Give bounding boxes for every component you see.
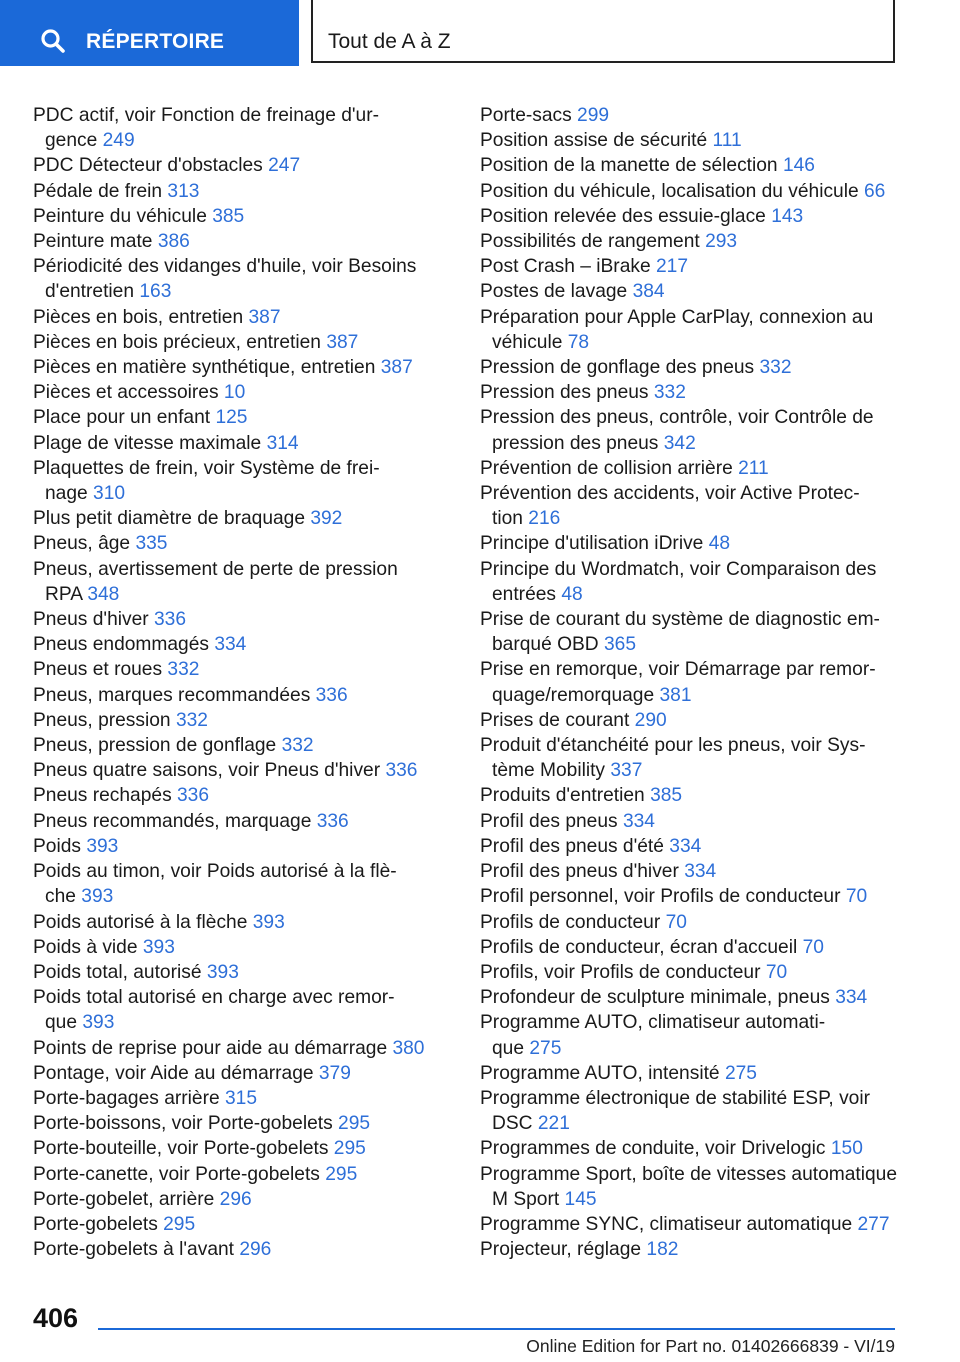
index-entry-text: Pièces en matière synthétique, entretien <box>33 357 376 379</box>
index-entry-text: Préparation pour Apple CarPlay, connexion au <box>480 306 874 328</box>
page-link[interactable]: 66 <box>864 180 886 202</box>
page-link[interactable]: 332 <box>281 735 314 757</box>
index-entry-text: Pièces en bois, entretien <box>33 306 244 328</box>
index-entry-text: Peinture du véhicule <box>33 205 207 227</box>
page-link[interactable]: 295 <box>325 1163 358 1185</box>
page-link[interactable]: 275 <box>529 1037 562 1059</box>
index-entry <box>480 456 910 481</box>
page-link[interactable]: 334 <box>684 861 717 883</box>
index-entry <box>33 632 433 657</box>
index-entry <box>480 708 910 733</box>
page-link[interactable]: 295 <box>338 1113 371 1135</box>
page-link[interactable]: 296 <box>239 1239 272 1261</box>
index-entry <box>33 935 433 960</box>
index-entry <box>33 1086 433 1111</box>
index-entry <box>480 1162 910 1212</box>
index-entry-text-continued: gence <box>45 130 98 152</box>
index-entry-text-continued: DSC <box>492 1113 533 1135</box>
page-link[interactable]: 48 <box>708 533 731 555</box>
index-entry <box>33 657 433 682</box>
index-entry-text: Porte-bagages arrière <box>33 1087 220 1109</box>
index-entry <box>33 1111 433 1136</box>
index-entry <box>480 1212 910 1237</box>
index-entry-text-continued: véhicule <box>492 331 563 353</box>
index-entry-text: Profils de conducteur <box>480 911 661 933</box>
index-entry <box>480 128 910 153</box>
index-entry-text: Position relevée des essuie-glace <box>480 205 766 227</box>
index-entry <box>33 380 433 405</box>
page-link[interactable]: 296 <box>219 1188 252 1210</box>
index-entry-text: Profil personnel, voir Profils de conducteur <box>480 886 841 908</box>
index-entry <box>33 1212 433 1237</box>
index-entry-text: Porte-gobelet, arrière <box>33 1188 215 1210</box>
index-entry <box>33 153 433 178</box>
page-link[interactable]: 379 <box>318 1062 351 1084</box>
page-link[interactable]: 334 <box>669 835 702 857</box>
index-entry-text: Plaquettes de frein, voir Système de frei- <box>33 457 380 479</box>
index-entry <box>33 1136 433 1161</box>
page-link[interactable]: 381 <box>659 684 692 706</box>
page-link[interactable]: 247 <box>268 155 301 177</box>
index-entry-text: Programme AUTO, climatiseur automati- <box>480 1012 826 1034</box>
index-entry <box>480 935 910 960</box>
page-link[interactable]: 290 <box>634 709 667 731</box>
index-entry-text: PDC Détecteur d'obstacles <box>33 155 263 177</box>
index-entry-text: Principe d'utilisation iDrive <box>480 533 704 555</box>
index-entry-text: Poids à vide <box>33 936 138 958</box>
page-number: 406 <box>33 1303 79 1333</box>
index-entry-text: Programme électronique de stabilité ESP, voir <box>480 1087 870 1109</box>
index-entry-text: Prévention des accidents, voir Active Protec- <box>480 483 860 505</box>
index-entry-text: Principe du Wordmatch, voir Comparaison des <box>480 558 877 580</box>
index-entry <box>480 910 910 935</box>
index-entry <box>480 657 910 707</box>
index-entry-text-continued: che <box>45 886 76 908</box>
index-entry <box>33 431 433 456</box>
page-link[interactable]: 70 <box>802 936 824 958</box>
index-entry <box>33 960 433 985</box>
tab-a-to-z-label: Tout de A à Z <box>328 30 451 53</box>
index-entry-text-continued: RPA <box>45 583 82 605</box>
index-entry <box>33 758 433 783</box>
page-link[interactable]: 70 <box>845 886 868 908</box>
index-entry <box>33 330 433 355</box>
page-link[interactable]: 393 <box>86 835 119 857</box>
index-entry <box>33 783 433 808</box>
index-entry-text: Profil des pneus <box>480 810 618 832</box>
page-link[interactable]: 385 <box>212 205 245 227</box>
index-entry-text: Programme Sport, boîte de vitesses automatique <box>480 1163 898 1185</box>
index-entry-text: Périodicité des vidanges d'huile, voir Besoins <box>33 256 417 278</box>
index-entry <box>33 708 433 733</box>
index-entry-text-continued: M Sport <box>492 1188 560 1210</box>
index-entry-text: Poids total, autorisé <box>33 961 202 983</box>
index-entry-text: Profil des pneus d'été <box>480 835 664 857</box>
index-entry <box>33 229 433 254</box>
index-entry <box>480 1136 910 1161</box>
index-entry-text: Programme SYNC, climatiseur automatique <box>480 1213 853 1235</box>
index-entry-text: Pression des pneus, contrôle, voir Contrôle de <box>480 407 874 429</box>
index-entry <box>33 355 433 380</box>
page-link[interactable]: 387 <box>248 306 281 328</box>
index-entry-text: Profils de conducteur, écran d'accueil <box>480 936 798 958</box>
page-link[interactable]: 125 <box>215 407 248 429</box>
page-link[interactable]: 365 <box>604 634 637 656</box>
index-entry-text: Porte-sacs <box>480 105 572 126</box>
page-link[interactable]: 299 <box>577 105 610 126</box>
index-entry-text: Pneus et roues <box>33 659 163 681</box>
index-entry-text: Prises de courant <box>480 709 630 731</box>
page-link[interactable]: 293 <box>705 231 738 253</box>
index-entry-text: Pneus, pression <box>33 709 171 731</box>
index-entry-text-continued: que <box>492 1037 525 1059</box>
index-entry <box>480 305 910 355</box>
page-link[interactable]: 313 <box>167 180 200 202</box>
index-entry-text-continued: que <box>45 1012 78 1034</box>
index-entry-text: Projecteur, réglage <box>480 1239 642 1261</box>
page-link[interactable]: 143 <box>771 205 804 227</box>
page-link[interactable]: 342 <box>663 432 696 454</box>
page-link[interactable]: 78 <box>567 331 590 353</box>
index-entry <box>480 884 910 909</box>
index-entry-text-continued: pression des pneus <box>492 432 659 454</box>
index-entry <box>33 607 433 632</box>
index-header <box>0 0 960 66</box>
index-entry-text-continued: entrées <box>492 583 556 605</box>
page-link[interactable]: 393 <box>82 1012 115 1034</box>
index-entry-text-continued: nage <box>45 483 88 505</box>
index-entry-text-continued: quage/remorquage <box>492 684 655 706</box>
page-link[interactable]: 384 <box>632 281 665 303</box>
index-entry-text: Position assise de sécurité <box>480 130 708 152</box>
footer-edition-text: Online Edition for Part no. 01402666839 - VI/19 <box>526 1336 895 1356</box>
page-link[interactable]: 336 <box>385 760 418 782</box>
index-entry <box>480 229 910 254</box>
index-entry <box>480 1237 910 1262</box>
index-entry <box>33 557 433 607</box>
index-entry-text: Postes de lavage <box>480 281 628 303</box>
page-link[interactable]: 145 <box>564 1188 597 1210</box>
index-entry <box>33 1237 433 1262</box>
index-entry <box>480 254 910 279</box>
index-entry <box>480 1086 910 1136</box>
index-entry-text: Pneus d'hiver <box>33 609 149 631</box>
index-entry-text: Pneus recommandés, marquage <box>33 810 312 832</box>
index-entry <box>480 380 910 405</box>
page-link[interactable]: 334 <box>214 634 247 656</box>
page-link[interactable]: 310 <box>93 483 126 505</box>
page-link[interactable]: 348 <box>87 583 120 605</box>
index-entry-text: Pneus, marques recommandées <box>33 684 311 706</box>
page-link[interactable]: 315 <box>225 1087 258 1109</box>
index-entry <box>33 834 433 859</box>
index-entry <box>33 405 433 430</box>
index-entry-text: Pression de gonflage des pneus <box>480 357 755 379</box>
index-entry-text: Prise de courant du système de diagnostic em- <box>480 609 880 631</box>
index-entry-text: Poids <box>33 835 81 857</box>
index-entry <box>33 103 433 153</box>
index-entry-text: Profil des pneus d'hiver <box>480 861 679 883</box>
index-entry <box>480 557 910 607</box>
index-entry-text: Pneus rechapés <box>33 785 172 807</box>
page-link[interactable]: 334 <box>622 810 655 832</box>
page-link[interactable]: 216 <box>528 508 561 530</box>
page-link[interactable]: 335 <box>135 533 168 555</box>
index-entry-text: Poids au timon, voir Poids autorisé à la flè- <box>33 861 397 883</box>
index-entry-text-continued: d'entretien <box>45 281 135 303</box>
index-entry <box>33 809 433 834</box>
page-link[interactable]: 295 <box>333 1138 366 1160</box>
page-link[interactable]: 393 <box>206 961 239 983</box>
index-entry <box>480 355 910 380</box>
tab-repertoire[interactable] <box>0 0 299 66</box>
search-icon <box>40 28 66 54</box>
index-entry <box>33 179 433 204</box>
index-entry-text: Position du véhicule, localisation du véhicule <box>480 180 859 202</box>
index-entry-text: Programme AUTO, intensité <box>480 1062 720 1084</box>
index-column-left <box>33 103 433 1262</box>
page-link[interactable]: 385 <box>650 785 683 807</box>
index-entry-text: Porte-gobelets à l'avant <box>33 1239 234 1261</box>
index-entry <box>33 733 433 758</box>
index-entry <box>480 279 910 304</box>
tab-a-to-z[interactable] <box>311 0 895 63</box>
page-link[interactable]: 393 <box>142 936 175 958</box>
index-entry-text: Porte-gobelets <box>33 1213 158 1235</box>
index-entry <box>33 506 433 531</box>
index-entry-text: Poids autorisé à la flèche <box>33 911 248 933</box>
page-link[interactable]: 217 <box>655 256 688 278</box>
page-link[interactable]: 393 <box>81 886 114 908</box>
index-entry-text: Points de reprise pour aide au démarrage <box>33 1037 388 1059</box>
index-entry-text: Prévention de collision arrière <box>480 457 733 479</box>
page-link[interactable]: 386 <box>157 231 190 253</box>
index-entry-text: Pneus, âge <box>33 533 131 555</box>
index-entry <box>480 405 910 455</box>
page-link[interactable]: 10 <box>223 382 246 404</box>
index-entry-text: Peinture mate <box>33 231 153 253</box>
index-entry-text: PDC actif, voir Fonction de freinage d'ur- <box>33 105 379 126</box>
page-link[interactable]: 275 <box>724 1062 757 1084</box>
index-entry-text: Porte-boissons, voir Porte-gobelets <box>33 1113 333 1135</box>
index-entry-text: Pièces et accessoires <box>33 382 219 404</box>
index-entry-text-continued: barqué OBD <box>492 634 599 656</box>
page-link[interactable]: 336 <box>154 609 187 631</box>
page-link[interactable]: 336 <box>177 785 210 807</box>
index-entry <box>33 254 433 304</box>
index-entry-text: Post Crash – iBrake <box>480 256 651 278</box>
page-link[interactable]: 163 <box>139 281 172 303</box>
page-link[interactable]: 48 <box>561 583 583 605</box>
index-entry <box>480 783 910 808</box>
index-entry-text: Pneus, pression de gonflage <box>33 735 277 757</box>
index-column-right <box>480 103 910 1262</box>
index-entry-text-continued: tion <box>492 508 523 530</box>
page-link[interactable]: 295 <box>163 1213 196 1235</box>
index-entry-text: Plage de vitesse maximale <box>33 432 262 454</box>
index-entry-text: Profils, voir Profils de conducteur <box>480 961 761 983</box>
index-entry <box>480 179 910 204</box>
index-entry-text: Prise en remorque, voir Démarrage par remor- <box>480 659 876 681</box>
index-entry-text: Possibilités de rangement <box>480 231 700 253</box>
index-entry <box>33 859 433 909</box>
index-entry <box>33 204 433 229</box>
page-link[interactable]: 70 <box>765 961 788 983</box>
index-entry-text: Porte-canette, voir Porte-gobelets <box>33 1163 320 1185</box>
page-link[interactable]: 336 <box>316 810 349 832</box>
page-link[interactable]: 332 <box>175 709 208 731</box>
index-entry <box>480 153 910 178</box>
index-entry <box>480 103 910 128</box>
index-entry <box>480 985 910 1010</box>
index-entry <box>480 531 910 556</box>
index-entry-text: Profondeur de sculpture minimale, pneus <box>480 987 830 1009</box>
page-link[interactable]: 387 <box>380 357 413 379</box>
index-entry <box>33 456 433 506</box>
page-link[interactable]: 249 <box>102 130 135 152</box>
index-entry-text-continued: tème Mobility <box>492 760 606 782</box>
index-entry-text: Plus petit diamètre de braquage <box>33 508 305 530</box>
page-link[interactable]: 211 <box>738 457 769 479</box>
page-link[interactable]: 182 <box>646 1239 679 1261</box>
index-entry-text: Produit d'étanchéité pour les pneus, voir Sys- <box>480 735 866 757</box>
index-entry <box>480 834 910 859</box>
page-link[interactable]: 392 <box>310 508 343 530</box>
index-entry <box>33 985 433 1035</box>
index-entry-text: Porte-bouteille, voir Porte-gobelets <box>33 1138 329 1160</box>
page-link[interactable]: 314 <box>266 432 299 454</box>
page-link[interactable]: 332 <box>759 357 792 379</box>
index-entry <box>33 683 433 708</box>
index-entry <box>480 607 910 657</box>
page-link[interactable]: 277 <box>857 1213 890 1235</box>
index-entry <box>480 733 910 783</box>
index-entry-text: Position de la manette de sélection <box>480 155 778 177</box>
index-entry <box>480 960 910 985</box>
index-entry <box>480 481 910 531</box>
page-link[interactable]: 332 <box>167 659 200 681</box>
tab-repertoire-label: RÉPERTOIRE <box>86 30 225 53</box>
index-entry-text: Pièces en bois précieux, entretien <box>33 331 321 353</box>
page-link[interactable]: 221 <box>537 1113 570 1135</box>
page-link[interactable]: 70 <box>665 911 687 933</box>
index-entry-text: Poids total autorisé en charge avec remor- <box>33 987 395 1009</box>
index-entry-text: Pneus endommagés <box>33 634 209 656</box>
footer-divider <box>98 1328 895 1330</box>
index-entry <box>33 531 433 556</box>
index-entry <box>480 1061 910 1086</box>
page-link[interactable]: 380 <box>392 1037 425 1059</box>
page-link[interactable]: 393 <box>252 911 285 933</box>
index-entry <box>480 204 910 229</box>
index-entry-text: Produits d'entretien <box>480 785 645 807</box>
index-entry <box>480 809 910 834</box>
page-link[interactable]: 387 <box>326 331 359 353</box>
page-link[interactable]: 336 <box>315 684 348 706</box>
index-entry-text: Pontage, voir Aide au démarrage <box>33 1062 314 1084</box>
index-entry-text: Programmes de conduite, voir Drivelogic <box>480 1138 826 1160</box>
page-link[interactable]: 111 <box>712 130 742 152</box>
index-entry <box>33 305 433 330</box>
index-entry-text: Pneus, avertissement de perte de pression <box>33 558 398 580</box>
index-entry <box>480 859 910 884</box>
index-entry <box>33 1061 433 1086</box>
index-entry-text: Pneus quatre saisons, voir Pneus d'hiver <box>33 760 381 782</box>
page-link[interactable]: 337 <box>610 760 643 782</box>
page-link[interactable]: 150 <box>830 1138 863 1160</box>
index-entry <box>33 1187 433 1212</box>
index-entry-text: Pression des pneus <box>480 382 649 404</box>
index-entry <box>33 910 433 935</box>
index-entry-text: Place pour un enfant <box>33 407 211 429</box>
page-link[interactable]: 332 <box>653 382 686 404</box>
index-entry <box>33 1162 433 1187</box>
index-entry <box>480 1010 910 1060</box>
index-entry-text: Pédale de frein <box>33 180 163 202</box>
page-link[interactable]: 146 <box>782 155 815 177</box>
index-entry <box>33 1036 433 1061</box>
page-link[interactable]: 334 <box>835 987 868 1009</box>
